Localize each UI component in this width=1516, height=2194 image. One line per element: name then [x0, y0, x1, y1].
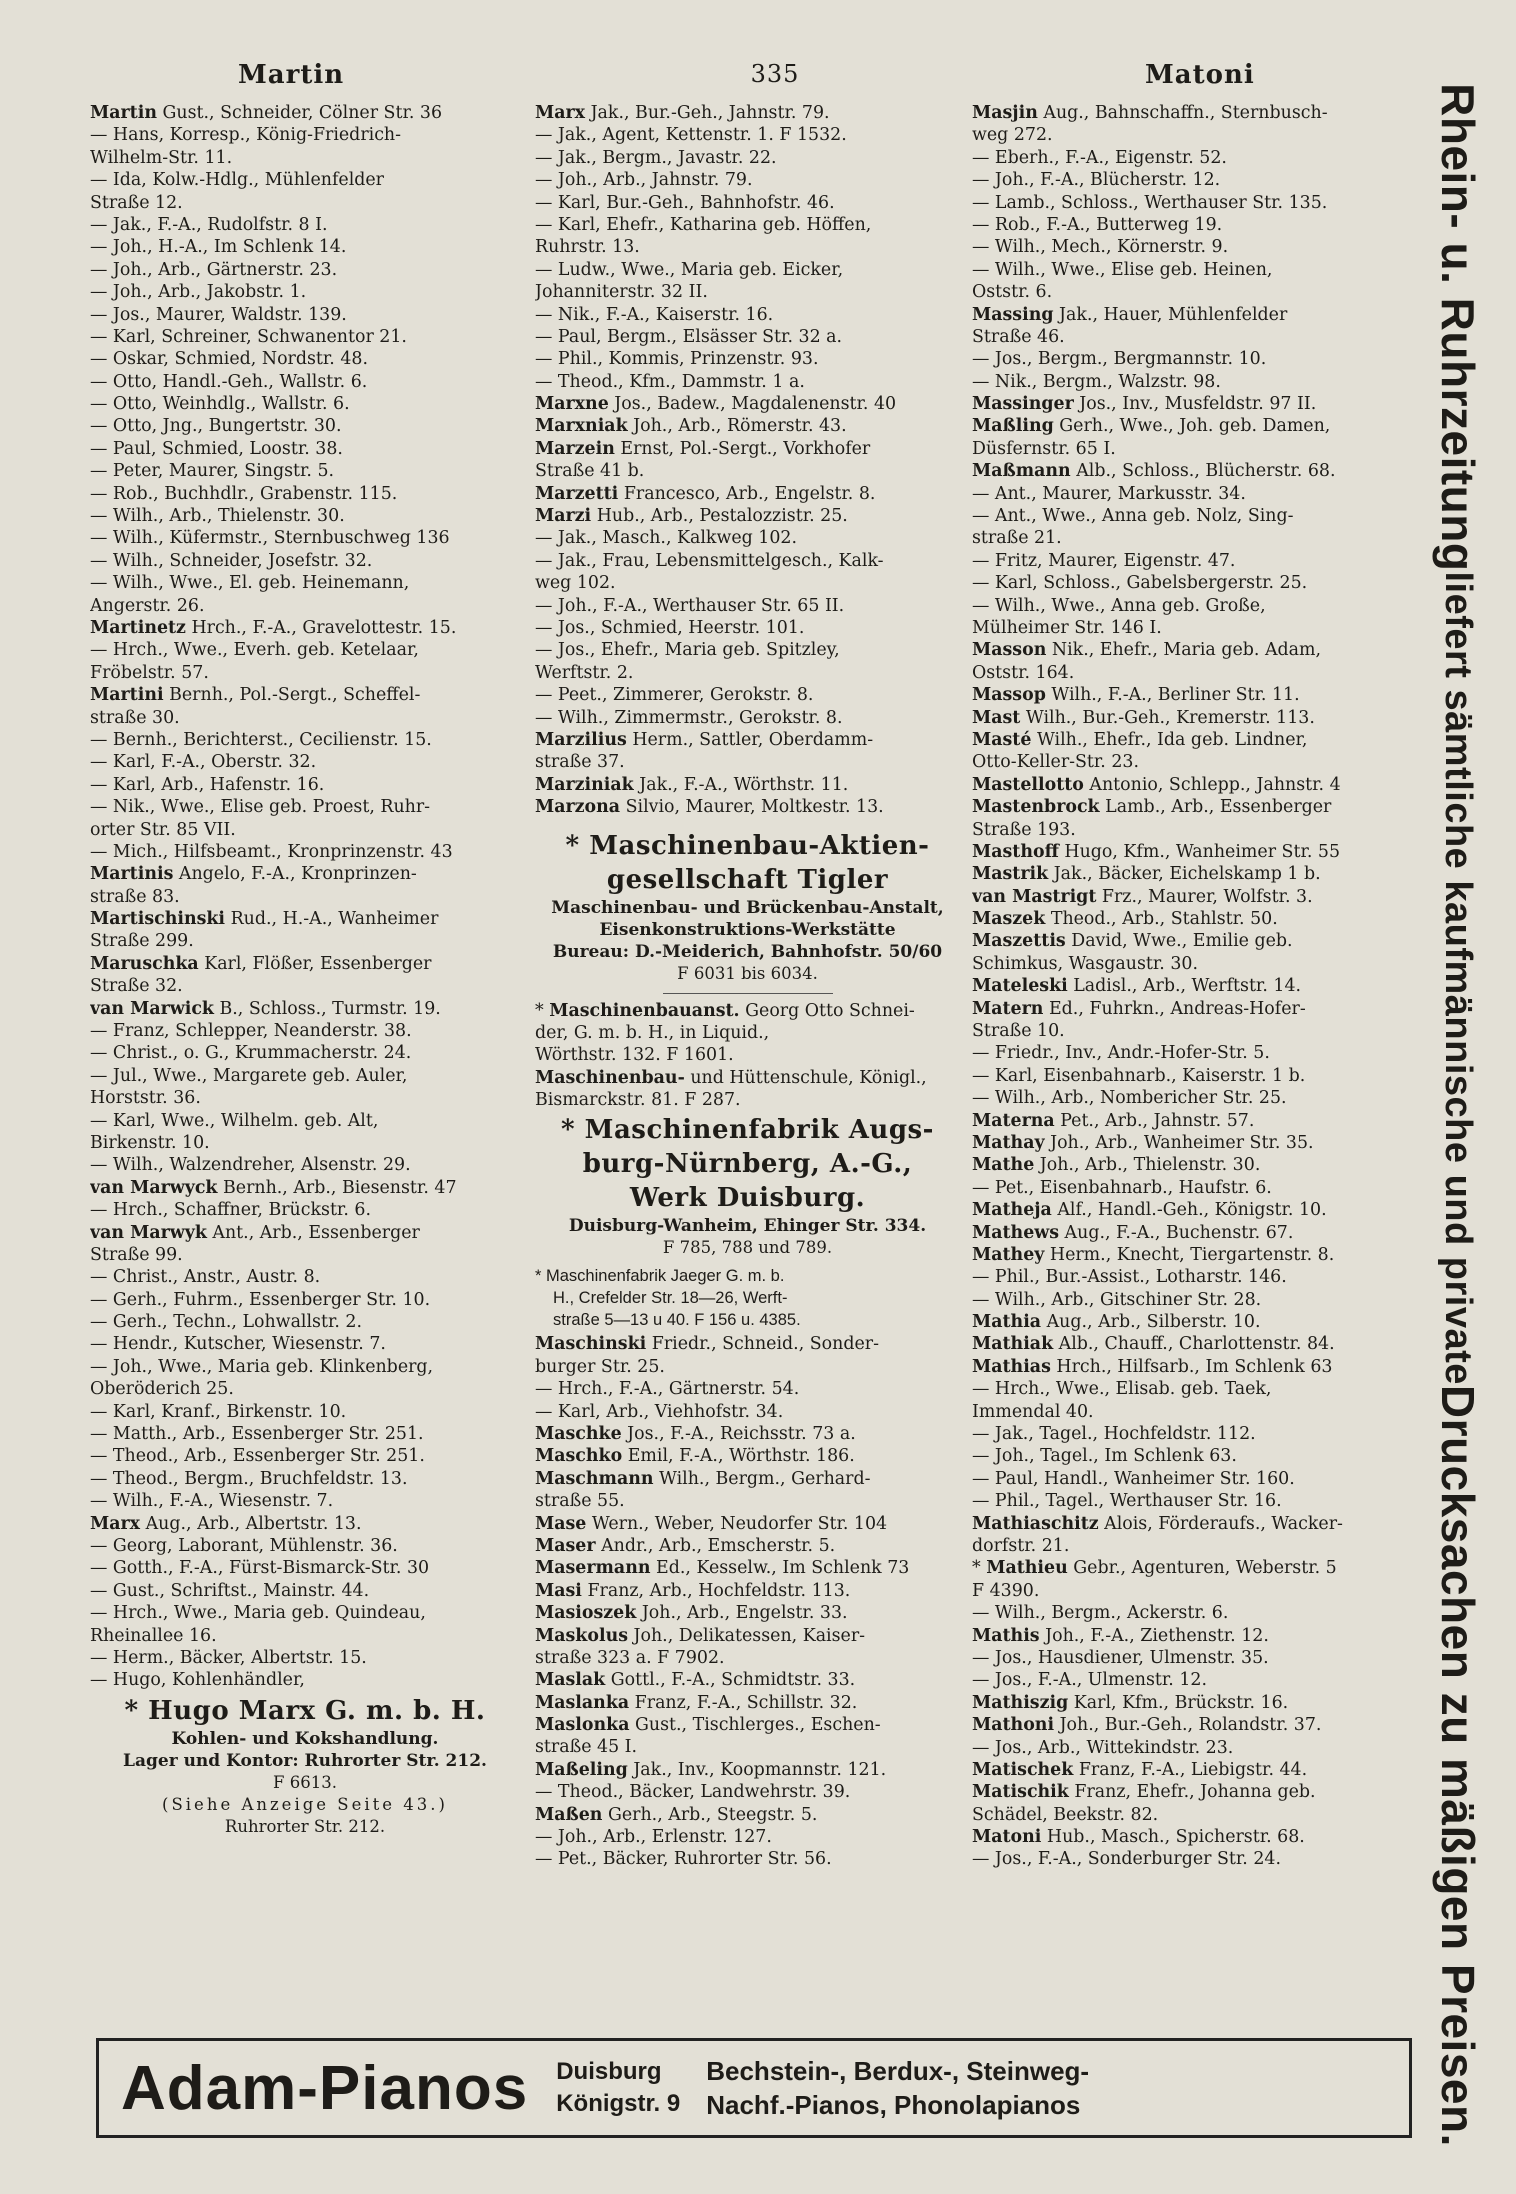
directory-entry: — Wilh., Wwe., Anna geb. Große, [972, 595, 1266, 616]
directory-entry: — Joh., F.-A., Werthauser Str. 65 II. [535, 595, 845, 616]
directory-entry: — Jos., F.-A., Sonderburger Str. 24. [972, 1849, 1282, 1870]
footer-address [544, 2056, 692, 2120]
header-right-name: Matoni [1145, 60, 1255, 90]
directory-entry: Mastenbrock Lamb., Arb., Essenberger [972, 797, 1332, 818]
directory-entry: Düsfernstr. 65 I. [972, 438, 1116, 459]
ad-hugo-marx-phone: F 6613. [273, 1772, 337, 1792]
directory-entry: — Wilh., Arb., Thielenstr. 30. [90, 506, 345, 527]
ad-augsburg-title2: burg-Nürnberg, A.-G., [582, 1149, 913, 1180]
ad-hugo-marx-name: * Hugo Marx G. m. b. H. [124, 1695, 486, 1726]
directory-entry: — Theod., Arb., Essenberger Str. 251. [90, 1446, 425, 1467]
ad-tigler-line1: Maschinenbau- und Brückenbau-Anstalt, [551, 897, 944, 918]
directory-entry: straße 323 a. F 7902. [535, 1647, 725, 1668]
directory-entry: Mathia Aug., Arb., Silberstr. 10. [972, 1312, 1261, 1333]
directory-entry: Maslak Gottl., F.-A., Schmidtstr. 33. [535, 1670, 856, 1691]
directory-entry: Maslonka Gust., Tischlerges., Eschen- [535, 1715, 881, 1736]
directory-entry: — Phil., Kommis, Prinzenstr. 93. [535, 349, 819, 370]
directory-entry: — Peet., Zimmerer, Gerokstr. 8. [535, 685, 814, 706]
column-3 [972, 102, 1412, 1871]
directory-entry: Mülheimer Str. 146 I. [972, 617, 1162, 638]
directory-entry: Mathe Joh., Arb., Thielenstr. 30. [972, 1155, 1261, 1176]
directory-entry: — Jak., Bergm., Javastr. 22. [535, 147, 777, 168]
directory-entry: Masioszek Joh., Arb., Engelstr. 33. [535, 1603, 848, 1624]
directory-entry: Schimkus, Wasgaustr. 30. [972, 953, 1199, 974]
directory-entry: Marxniak Joh., Arb., Römerstr. 43. [535, 416, 847, 437]
directory-entry: — Bernh., Berichterst., Cecilienstr. 15. [90, 729, 432, 750]
directory-entry: — Mich., Hilfsbeamt., Kronprinzenstr. 43 [90, 841, 453, 862]
directory-entry: Martischinski Rud., H.-A., Wanheimer [90, 909, 439, 930]
directory-entry: Oststr. 6. [972, 282, 1053, 303]
directory-entry: straße 37. [535, 752, 625, 773]
directory-entry: Bismarckstr. 81. F 287. [535, 1090, 741, 1111]
directory-entry: Massinger Jos., Inv., Musfeldstr. 97 II. [972, 394, 1317, 415]
ad-augsburg-title3: Werk Duisburg. [629, 1183, 866, 1214]
directory-entry: — Gust., Schriftst., Mainstr. 44. [90, 1580, 370, 1601]
directory-entry: Masjin Aug., Bahnschaffn., Sternbusch- [972, 103, 1328, 123]
directory-entry: — Karl, Arb., Viehhofstr. 34. [535, 1401, 784, 1422]
directory-entry: — Matth., Arb., Essenberger Str. 251. [90, 1424, 424, 1445]
footer-city: Duisburg [556, 2058, 662, 2085]
ad-jaeger-line3: straße 5—13 u 40. F 156 u. 4385. [553, 1311, 801, 1330]
directory-entry: Maser Andr., Arb., Emscherstr. 5. [535, 1535, 836, 1556]
directory-entry: Straße 32. [90, 976, 183, 997]
directory-entry: Massing Jak., Hauer, Mühlenfelder [972, 304, 1288, 325]
directory-entry: Mathoni Joh., Bur.-Geh., Rolandstr. 37. [972, 1715, 1322, 1736]
directory-entry: Mastellotto Antonio, Schlepp., Jahnstr. 4 [972, 774, 1341, 795]
directory-entry: Maßeling Jak., Inv., Koopmannstr. 121. [535, 1759, 887, 1780]
directory-entry: — Wilh., Arb., Gitschiner Str. 28. [972, 1289, 1262, 1310]
directory-entry: — Karl, Ehefr., Katharina geb. Höffen, [535, 214, 872, 235]
divider [663, 993, 833, 994]
directory-entry: — Jos., Hausdiener, Ulmenstr. 35. [972, 1647, 1269, 1668]
directory-entry: Maszettis David, Wwe., Emilie geb. [972, 931, 1293, 952]
column-3-entries [972, 102, 1412, 1871]
directory-entry: straße 45 I. [535, 1737, 638, 1758]
directory-entry: Straße 193. [972, 819, 1076, 840]
directory-entry: — Pet., Bäcker, Ruhrorter Str. 56. [535, 1849, 832, 1870]
directory-entry: Mathay Joh., Arb., Wanheimer Str. 35. [972, 1132, 1314, 1153]
banner-newspaper: Rhein- u. Ruhrzeitung [1432, 83, 1484, 572]
directory-entry: — Wilh., Arb., Nombericher Str. 25. [972, 1088, 1287, 1109]
column-1 [90, 102, 520, 1840]
directory-entry: Massop Wilh., F.-A., Berliner Str. 11. [972, 685, 1300, 706]
banner-end: Drucksachen zu mäßigen Preisen. [1432, 1384, 1484, 2147]
directory-entry: — Herm., Bäcker, Albertstr. 15. [90, 1647, 367, 1668]
directory-entry: Marzilius Herm., Sattler, Oberdamm- [535, 729, 874, 750]
directory-entry: — Jak., Frau, Lebensmittelgesch., Kalk- [535, 550, 884, 571]
ad-tigler [535, 829, 960, 985]
ad-hugo-marx [90, 1694, 520, 1838]
ad-tigler-line3: Bureau: D.-Meiderich, Bahnhofstr. 50/60 [552, 941, 943, 962]
directory-entry: burger Str. 25. [535, 1356, 665, 1377]
directory-entry: — Nik., Bergm., Walzstr. 98. [972, 371, 1221, 392]
directory-entry: — Christ., Anstr., Austr. 8. [90, 1267, 321, 1288]
directory-entry: Oberöderich 25. [90, 1379, 234, 1400]
directory-entry: — Hugo, Kohlenhändler, [90, 1670, 305, 1691]
footer-line2: Nachf.-Pianos, Phonolapianos [706, 2090, 1081, 2120]
ad-augsburg-phone: F 785, 788 und 789. [662, 1238, 833, 1258]
ad-hugo-marx-note: (Siehe Anzeige Seite 43.) [162, 1794, 448, 1814]
directory-entry: — Gerh., Techn., Lohwallstr. 2. [90, 1312, 363, 1333]
ad-jaeger-line2: H., Crefelder Str. 18—26, Werft- [553, 1289, 788, 1308]
directory-entry: — Rob., F.-A., Butterweg 19. [972, 214, 1223, 235]
footer-brand: Adam-Pianos [121, 2053, 529, 2123]
directory-entry: Maschmann Wilh., Bergm., Gerhard- [535, 1468, 871, 1489]
directory-entry: Marzi Hub., Arb., Pestalozzistr. 25. [535, 506, 848, 527]
directory-entry: Mathias Hrch., Hilfsarb., Im Schlenk 63 [972, 1356, 1333, 1377]
directory-entry: Maschinenbau- und Hüttenschule, Königl., [535, 1067, 927, 1088]
directory-entry: der, G. m. b. H., in Liquid., [535, 1022, 770, 1043]
column-2-entries-a [535, 102, 960, 819]
directory-entry: — Wilh., Walzendreher, Alsenstr. 29. [90, 1155, 411, 1176]
directory-entry: — Jak., Agent, Kettenstr. 1. F 1532. [535, 125, 847, 146]
directory-entry: Ruhrstr. 13. [535, 237, 640, 258]
directory-entry: — Wilh., Schneider, Josefstr. 32. [90, 550, 373, 571]
ad-hugo-marx-line2: Lager und Kontor: Ruhrorter Str. 212. [123, 1750, 487, 1771]
directory-entry: — Rob., Buchhdlr., Grabenstr. 115. [90, 483, 398, 504]
directory-entry: — Joh., Wwe., Maria geb. Klinkenberg, [90, 1356, 434, 1377]
header-left-name: Martin [238, 60, 345, 90]
directory-entry: — Hrch., Schaffner, Brückstr. 6. [90, 1200, 371, 1221]
directory-entry: — Wilh., Mech., Körnerstr. 9. [972, 237, 1229, 258]
directory-entry: weg 102. [535, 573, 616, 594]
directory-entry: — Karl, F.-A., Oberstr. 32. [90, 752, 317, 773]
directory-entry: — Hrch., Wwe., Everh. geb. Ketelaar, [90, 640, 419, 661]
directory-entry: Matischik Franz, Ehefr., Johanna geb. [972, 1782, 1316, 1803]
directory-entry: — Wilh., Zimmermstr., Gerokstr. 8. [535, 707, 843, 728]
directory-entry: Matern Ed., Fuhrkn., Andreas-Hofer- [972, 998, 1306, 1019]
directory-entry: straße 30. [90, 707, 180, 728]
directory-entry: Fröbelstr. 57. [90, 662, 209, 683]
directory-entry: Marziniak Jak., F.-A., Wörthstr. 11. [535, 774, 849, 795]
directory-entry: — Jul., Wwe., Margarete geb. Auler, [90, 1065, 408, 1086]
directory-entry: Mathiaschitz Alois, Förderaufs., Wacker- [972, 1513, 1343, 1534]
footer-advert [96, 2038, 1412, 2138]
directory-entry: Mathis Joh., F.-A., Ziethenstr. 12. [972, 1625, 1269, 1646]
directory-entry: — Joh., Arb., Jahnstr. 79. [535, 170, 753, 191]
directory-entry: Marzetti Francesco, Arb., Engelstr. 8. [535, 483, 876, 504]
directory-entry: — Paul, Bergm., Elsässer Str. 32 a. [535, 326, 843, 347]
directory-entry: — Joh., Arb., Jakobstr. 1. [90, 282, 307, 303]
directory-entry: Mastrik Jak., Bäcker, Eichelskamp 1 b. [972, 864, 1321, 885]
directory-entry: orter Str. 85 VII. [90, 819, 236, 840]
banner-middle: liefert sämtliche kaufmännische und private [1437, 571, 1480, 1385]
directory-entry: * Mathieu Gebr., Agenturen, Weberstr. 5 [972, 1558, 1337, 1579]
directory-entry: — Jos., Maurer, Waldstr. 139. [90, 304, 347, 325]
directory-entry: straße 55. [535, 1491, 625, 1512]
ad-tigler-title1: * Maschinenbau-Aktien- [565, 830, 930, 861]
directory-entry: — Nik., Wwe., Elise geb. Proest, Ruhr- [90, 797, 431, 818]
directory-entry: Masté Wilh., Ehefr., Ida geb. Lindner, [972, 729, 1308, 750]
directory-entry: Marzona Silvio, Maurer, Moltkestr. 13. [535, 797, 884, 818]
directory-entry: Mateleski Ladisl., Arb., Werftstr. 14. [972, 976, 1302, 997]
directory-entry: Maschinski Friedr., Schneid., Sonder- [535, 1334, 879, 1355]
directory-entry: — Hans, Korresp., König-Friedrich- [90, 125, 402, 146]
directory-entry: — Wilh., Wwe., El. geb. Heinemann, [90, 573, 410, 594]
directory-entry: Marxne Jos., Badew., Magdalenenstr. 40 [535, 394, 897, 415]
directory-entry: Maslanka Franz, F.-A., Schillstr. 32. [535, 1692, 858, 1713]
directory-entry: Horststr. 36. [90, 1088, 201, 1109]
directory-entry: van Marwyk Ant., Arb., Essenberger [90, 1222, 420, 1243]
directory-entry: — Hrch., Wwe., Elisab. geb. Taek, [972, 1379, 1272, 1400]
directory-entry: — Paul, Handl., Wanheimer Str. 160. [972, 1468, 1295, 1489]
directory-entry: — Fritz, Maurer, Eigenstr. 47. [972, 550, 1236, 571]
directory-entry: Mathews Aug., F.-A., Buchenstr. 67. [972, 1222, 1294, 1243]
directory-entry: Straße 299. [90, 931, 194, 952]
directory-entry: Matischek Franz, F.-A., Liebigstr. 44. [972, 1759, 1308, 1780]
ad-jaeger-line1: * Maschinenfabrik Jaeger G. m. b. [535, 1267, 785, 1286]
directory-entry: Straße 10. [972, 1021, 1065, 1042]
directory-entry: — Karl, Kranf., Birkenstr. 10. [90, 1401, 347, 1422]
directory-entry: — Joh., Arb., Gärtnerstr. 23. [90, 259, 338, 280]
directory-entry: Masson Nik., Ehefr., Maria geb. Adam, [972, 640, 1322, 661]
directory-entry: weg 272. [972, 125, 1053, 146]
directory-entry: Mathiak Alb., Chauff., Charlottenstr. 84. [972, 1334, 1335, 1355]
directory-entry: — Ludw., Wwe., Maria geb. Eicker, [535, 259, 844, 280]
directory-entry: Masermann Ed., Kesselw., Im Schlenk 73 [535, 1558, 910, 1579]
directory-entry: — Joh., H.-A., Im Schlenk 14. [90, 237, 347, 258]
directory-entry: — Phil., Tagel., Werthauser Str. 16. [972, 1491, 1282, 1512]
directory-entry: — Jak., Tagel., Hochfeldstr. 112. [972, 1424, 1256, 1445]
directory-entry: Rheinallee 16. [90, 1625, 217, 1646]
ad-tigler-title2: gesellschaft Tigler [606, 864, 889, 895]
ad-hugo-marx-address: Ruhrorter Str. 212. [224, 1816, 386, 1836]
directory-entry: Materna Pet., Arb., Jahnstr. 57. [972, 1110, 1255, 1131]
directory-entry: van Marwick B., Schloss., Turmstr. 19. [90, 998, 441, 1019]
directory-entry: Marzein Ernst, Pol.-Sergt., Vorkhofer [535, 438, 871, 459]
directory-entry: Maschke Jos., F.-A., Reichsstr. 73 a. [535, 1424, 856, 1445]
directory-entry: — Jos., Arb., Wittekindstr. 23. [972, 1737, 1234, 1758]
directory-entry: Straße 46. [972, 326, 1065, 347]
ad-jaeger [535, 1265, 960, 1331]
directory-entry: — Jak., Masch., Kalkweg 102. [535, 528, 798, 549]
directory-entry: Otto-Keller-Str. 23. [972, 752, 1140, 773]
directory-entry: Masthoff Hugo, Kfm., Wanheimer Str. 55 [972, 841, 1341, 862]
ad-augsburg-nuernberg [535, 1113, 960, 1259]
column-2-entries-c [535, 1333, 960, 1870]
directory-entry: F 4390. [972, 1580, 1040, 1601]
directory-entry: — Hrch., F.-A., Gärtnerstr. 54. [535, 1379, 800, 1400]
footer-line1: Bechstein-, Berdux-, Steinweg- [706, 2056, 1090, 2086]
column-1-entries [90, 102, 520, 1692]
directory-entry: — Jak., F.-A., Rudolfstr. 8 I. [90, 214, 328, 235]
directory-entry: — Franz, Schlepper, Neanderstr. 38. [90, 1021, 412, 1042]
directory-entry: Martinetz Hrch., F.-A., Gravelottestr. 15. [90, 617, 457, 638]
directory-entry: Werftstr. 2. [535, 662, 634, 683]
directory-entry: — Gerh., Fuhrm., Essenberger Str. 10. [90, 1289, 431, 1310]
directory-entry: Martin Gust., Schneider, Cölner Str. 36 [90, 103, 443, 123]
directory-entry: * Maschinenbauanst. Georg Otto Schnei- [535, 1000, 915, 1021]
directory-entry: Johanniterstr. 32 II. [535, 282, 708, 303]
directory-entry: — Joh., Arb., Erlenstr. 127. [535, 1827, 772, 1848]
directory-entry: — Theod., Kfm., Dammstr. 1 a. [535, 371, 805, 392]
directory-entry: — Ant., Wwe., Anna geb. Nolz, Sing- [972, 506, 1294, 527]
directory-entry: Mase Wern., Weber, Neudorfer Str. 104 [535, 1513, 888, 1534]
directory-entry: — Hendr., Kutscher, Wiesenstr. 7. [90, 1334, 386, 1355]
directory-entry: Maßen Gerh., Arb., Steegstr. 5. [535, 1804, 818, 1825]
directory-entry: — Otto, Jng., Bungertstr. 30. [90, 416, 342, 437]
directory-entry: Oststr. 164. [972, 662, 1075, 683]
directory-entry: — Christ., o. G., Krummacherstr. 24. [90, 1043, 412, 1064]
directory-entry: Maschko Emil, F.-A., Wörthstr. 186. [535, 1446, 855, 1467]
directory-entry: — Jos., F.-A., Ulmenstr. 12. [972, 1670, 1208, 1691]
directory-entry: — Ida, Kolw.-Hdlg., Mühlenfelder [90, 170, 384, 191]
directory-entry: Straße 41 b. [535, 461, 645, 482]
directory-entry: — Jos., Bergm., Bergmannstr. 10. [972, 349, 1267, 370]
directory-entry: Birkenstr. 10. [90, 1132, 210, 1153]
directory-entry: dorfstr. 21. [972, 1536, 1070, 1556]
ad-tigler-phone: F 6031 bis 6034. [677, 963, 818, 983]
directory-entry: — Nik., F.-A., Kaiserstr. 16. [535, 304, 774, 325]
directory-entry: — Oskar, Schmied, Nordstr. 48. [90, 349, 369, 370]
directory-entry: — Karl, Wwe., Wilhelm. geb. Alt, [90, 1110, 379, 1131]
ad-augsburg-line1: Duisburg-Wanheim, Ehinger Str. 334. [568, 1216, 927, 1237]
directory-entry: — Joh., F.-A., Blücherstr. 12. [972, 170, 1221, 191]
directory-entry: — Georg, Laborant, Mühlenstr. 36. [90, 1536, 398, 1556]
directory-entry: Marx Aug., Arb., Albertstr. 13. [90, 1513, 362, 1534]
directory-entry: — Wilh., F.-A., Wiesenstr. 7. [90, 1491, 334, 1512]
directory-entry: — Phil., Bur.-Assist., Lotharstr. 146. [972, 1267, 1287, 1288]
directory-entry: Martinis Angelo, F.-A., Kronprinzen- [90, 864, 417, 885]
directory-entry: — Karl, Bur.-Geh., Bahnhofstr. 46. [535, 192, 835, 213]
directory-entry: — Joh., Tagel., Im Schlenk 63. [972, 1446, 1237, 1467]
directory-entry: Maßling Gerh., Wwe., Joh. geb. Damen, [972, 416, 1331, 437]
directory-entry: — Wilh., Bergm., Ackerstr. 6. [972, 1603, 1229, 1624]
directory-entry: Mathiszig Karl, Kfm., Brückstr. 16. [972, 1692, 1289, 1713]
directory-entry: — Karl, Eisenbahnarb., Kaiserstr. 1 b. [972, 1065, 1306, 1086]
column-2 [535, 102, 960, 1871]
column-2-entries-b [535, 1000, 960, 1112]
directory-entry: — Karl, Arb., Hafenstr. 16. [90, 774, 325, 795]
directory-entry: straße 83. [90, 886, 180, 907]
directory-entry: — Ant., Maurer, Markusstr. 34. [972, 483, 1246, 504]
directory-entry: Mast Wilh., Bur.-Geh., Kremerstr. 113. [972, 707, 1315, 728]
directory-entry: — Otto, Weinhdlg., Wallstr. 6. [90, 394, 350, 415]
ad-hugo-marx-line1: Kohlen- und Kokshandlung. [171, 1728, 439, 1749]
directory-entry: Wilhelm-Str. 11. [90, 147, 233, 168]
directory-entry: — Jos., Schmied, Heerstr. 101. [535, 617, 805, 638]
ad-tigler-line2: Eisenkonstruktions-Werkstätte [599, 919, 896, 940]
directory-entry: Straße 12. [90, 192, 183, 213]
directory-entry: — Karl, Schloss., Gabelsbergerstr. 25. [972, 573, 1308, 594]
page-number: 335 [750, 60, 800, 88]
directory-entry: — Wilh., Wwe., Elise geb. Heinen, [972, 259, 1273, 280]
directory-entry: — Otto, Handl.-Geh., Wallstr. 6. [90, 371, 368, 392]
directory-entry: Maruschka Karl, Flößer, Essenberger [90, 953, 432, 974]
directory-entry: — Lamb., Schloss., Werthauser Str. 135. [972, 192, 1328, 213]
directory-entry: — Theod., Bergm., Bruchfeldstr. 13. [90, 1468, 408, 1489]
directory-entry: Matheja Alf., Handl.-Geh., Königstr. 10. [972, 1200, 1327, 1221]
vertical-banner [1418, 83, 1498, 2147]
directory-entry: — Jos., Ehefr., Maria geb. Spitzley, [535, 640, 840, 661]
directory-entry: — Hrch., Wwe., Maria geb. Quindeau, [90, 1603, 426, 1624]
directory-entry: — Wilh., Küfermstr., Sternbuschweg 136 [90, 528, 450, 549]
directory-entry: straße 21. [972, 528, 1062, 549]
directory-entry: — Friedr., Inv., Andr.-Hofer-Str. 5. [972, 1043, 1270, 1064]
directory-entry: Maskolus Joh., Delikatessen, Kaiser- [535, 1625, 866, 1646]
directory-entry: — Paul, Schmied, Loostr. 38. [90, 438, 343, 459]
directory-entry: Straße 99. [90, 1244, 183, 1265]
directory-entry: van Mastrigt Frz., Maurer, Wolfstr. 3. [972, 886, 1313, 907]
directory-entry: Wörthstr. 132. F 1601. [535, 1045, 734, 1066]
footer-brands [692, 2054, 1089, 2122]
directory-entry: — Eberh., F.-A., Eigenstr. 52. [972, 147, 1227, 168]
directory-entry: Schädel, Beekstr. 82. [972, 1804, 1159, 1825]
directory-entry: Mathey Herm., Knecht, Tiergartenstr. 8. [972, 1244, 1335, 1265]
footer-street: Königstr. 9 [556, 2090, 681, 2117]
directory-entry: van Marwyck Bernh., Arb., Biesenstr. 47 [90, 1177, 457, 1198]
directory-entry: Marx Jak., Bur.-Geh., Jahnstr. 79. [535, 103, 830, 123]
directory-entry: — Gotth., F.-A., Fürst-Bismarck-Str. 30 [90, 1558, 430, 1579]
directory-entry: Angerstr. 26. [90, 595, 205, 616]
directory-entry: Maszek Theod., Arb., Stahlstr. 50. [972, 909, 1278, 930]
directory-entry: Martini Bernh., Pol.-Sergt., Scheffel- [90, 685, 421, 706]
directory-entry: Masi Franz, Arb., Hochfeldstr. 113. [535, 1580, 851, 1601]
directory-entry: — Pet., Eisenbahnarb., Haufstr. 6. [972, 1177, 1272, 1198]
directory-entry: — Karl, Schreiner, Schwanentor 21. [90, 326, 407, 347]
vertical-banner-text [1418, 83, 1498, 2147]
directory-entry: — Theod., Bäcker, Landwehrstr. 39. [535, 1782, 851, 1803]
directory-entry: Immendal 40. [972, 1401, 1094, 1422]
directory-entry: Matoni Hub., Masch., Spicherstr. 68. [972, 1827, 1305, 1848]
ad-augsburg-title1: * Maschinenfabrik Augs- [561, 1115, 934, 1146]
directory-entry: — Peter, Maurer, Singstr. 5. [90, 461, 335, 482]
directory-entry: Maßmann Alb., Schloss., Blücherstr. 68. [972, 461, 1336, 482]
